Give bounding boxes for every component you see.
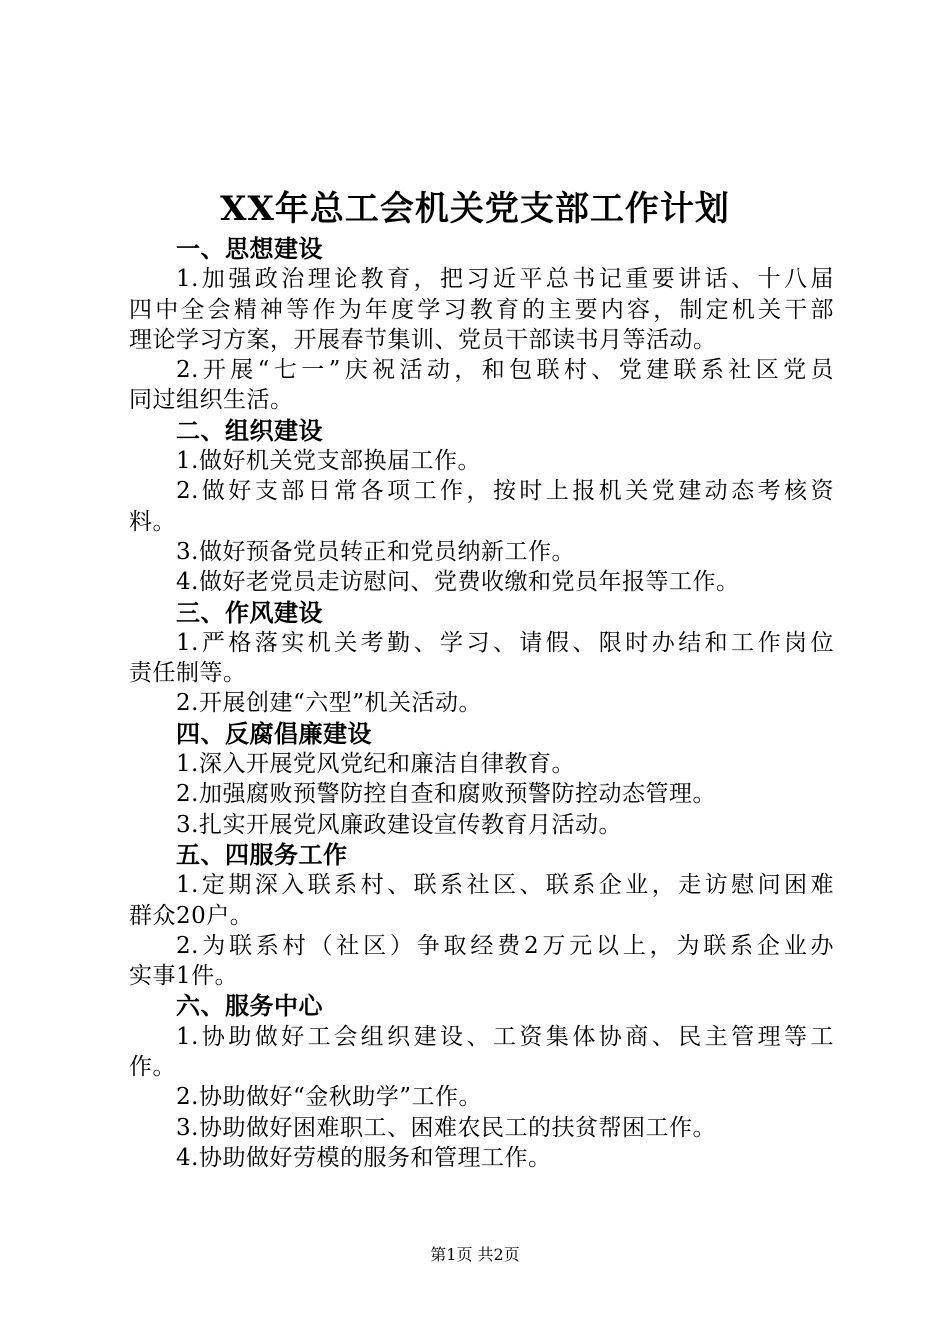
paragraph-line: 2.协助做好“金秋助学”工作。: [176, 1084, 482, 1111]
paragraph-line: 4.做好老党员走访慰问、党费收缴和党员年报等工作。: [176, 569, 740, 596]
paragraph-line: 理论学习方案，开展春节集训、党员干部读书月等活动。: [129, 326, 717, 353]
paragraph-line: 1.加强政治理论教育，把习近平总书记重要讲话、十八届: [176, 266, 834, 293]
paragraph-line: 2.开展“七一”庆祝活动，和包联村、党建联系社区党员: [176, 357, 834, 384]
paragraph-line: 4.协助做好劳模的服务和管理工作。: [176, 1144, 552, 1171]
section-heading: 三、作风建设: [176, 597, 323, 627]
paragraph-line: 3.扎实开展党风廉政建设宣传教育月活动。: [176, 811, 622, 838]
section-heading: 五、四服务工作: [176, 839, 348, 869]
document-title: XX年总工会机关党支部工作计划: [220, 189, 730, 229]
paragraph-line: 1.深入开展党风党纪和廉洁自律教育。: [176, 751, 575, 778]
section-heading: 四、反腐倡廉建设: [176, 718, 372, 748]
paragraph-line: 2.为联系村（社区）争取经费2万元以上，为联系企业办: [176, 932, 834, 959]
paragraph-line: 实事1件。: [129, 963, 239, 990]
paragraph-line: 1.严格落实机关考勤、学习、请假、限时办结和工作岗位: [176, 629, 834, 656]
document-body: [129, 234, 834, 1173]
paragraph-line: 1.协助做好工会组织建设、工资集体协商、民主管理等工: [176, 1023, 834, 1050]
paragraph-line: 3.协助做好困难职工、困难农民工的扶贫帮困工作。: [176, 1114, 716, 1141]
section-heading: 一、思想建设: [176, 234, 323, 263]
paragraph-line: 群众20户。: [129, 902, 254, 929]
section-heading: 六、服务中心: [176, 991, 323, 1021]
section-heading: 二、组织建设: [176, 415, 323, 445]
paragraph-line: 料。: [129, 508, 176, 535]
paragraph-line: 作。: [129, 1054, 176, 1081]
paragraph-line: 四中全会精神等作为年度学习教育的主要内容，制定机关干部: [129, 296, 834, 323]
paragraph-line: 责任制等。: [129, 660, 247, 687]
page-footer: 第1页 共2页: [430, 1245, 520, 1264]
paragraph-line: 1.做好机关党支部换届工作。: [176, 448, 481, 475]
paragraph-line: 1.定期深入联系村、联系社区、联系企业，走访慰问困难: [176, 872, 834, 899]
paragraph-line: 3.做好预备党员转正和党员纳新工作。: [176, 538, 575, 565]
paragraph-line: 2.开展创建“六型”机关活动。: [176, 690, 482, 717]
paragraph-line: 2.做好支部日常各项工作，按时上报机关党建动态考核资: [176, 478, 834, 505]
paragraph-line: 同过组织生活。: [129, 387, 294, 414]
paragraph-line: 2.加强腐败预警防控自查和腐败预警防控动态管理。: [176, 781, 716, 808]
